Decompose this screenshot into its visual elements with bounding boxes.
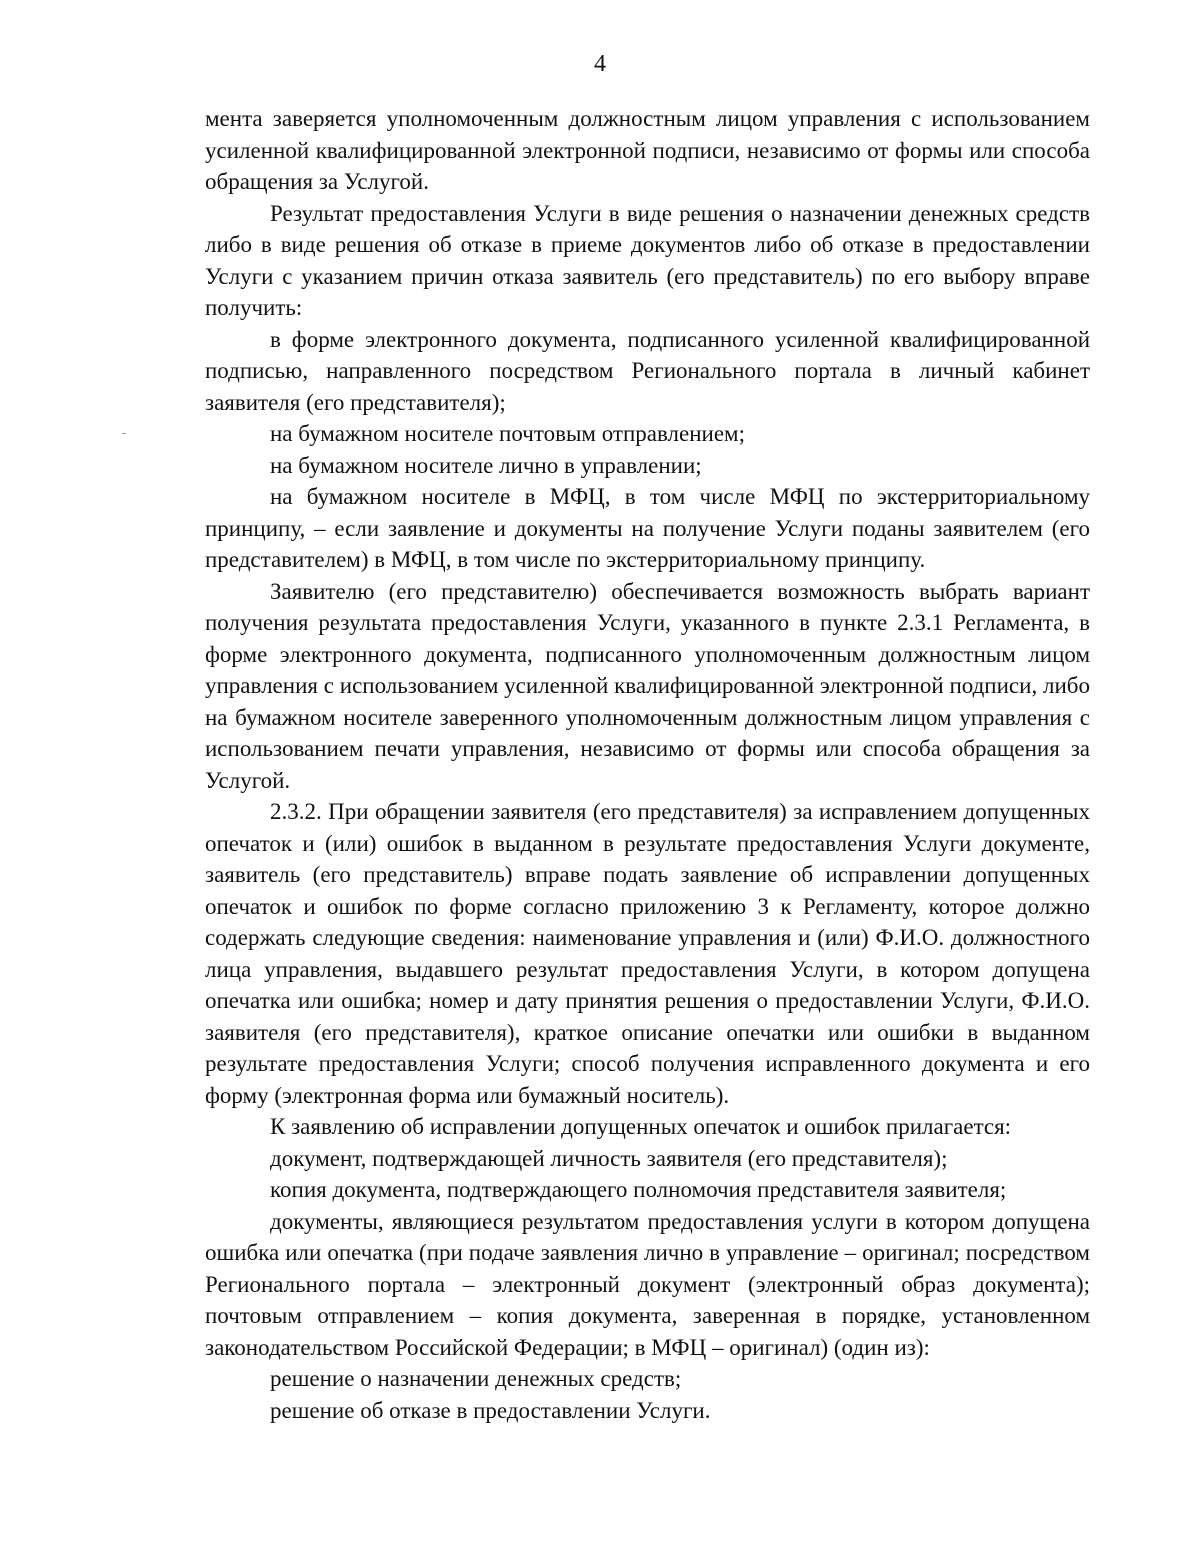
paragraph: документы, являющиеся результатом предоставления услуги в котором допущена ошибка или опечатка (при подаче заявления лично в управление – оригинал; посредством Регионального портала – электронный документ (электронный образ документа); почтовым отправлением – копия документа, заверенная в порядке, установленном законодательством Российской Федерации; в МФЦ – оригинал) (один из): bbox=[205, 1208, 1090, 1360]
paragraph: на бумажном носителе почтовым отправлением; bbox=[270, 421, 745, 446]
paragraph: К заявлению об исправлении допущенных опечаток и ошибок прилагается: bbox=[270, 1114, 1012, 1139]
paragraph: решение о назначении денежных средств; bbox=[270, 1366, 682, 1391]
scan-artifact bbox=[122, 433, 126, 434]
paragraph: документ, подтверждающей личность заявителя (его представителя); bbox=[270, 1145, 948, 1171]
paragraph: решение об отказе в предоставлении Услуги. bbox=[270, 1397, 711, 1423]
paragraph: в форме электронного документа, подписанного усиленной квалифицированной подписью, направленного посредством Регионального портала в личный кабинет заявителя (его представителя); bbox=[205, 326, 1090, 415]
document-body bbox=[205, 103, 1090, 1426]
paragraph: копия документа, подтверждающего полномочия представителя заявителя; bbox=[270, 1177, 1007, 1202]
paragraph: 2.3.2. При обращении заявителя (его представителя) за исправлением допущенных опечаток и (или) ошибок в выданном в результате предоставления Услуги документе, заявитель (его представитель) вправе подать заявление об исправлении допущенных опечаток и ошибок по форме согласно приложению 3 к Регламенту, которое должно содержать следующие сведения: наименование управления и (или) Ф.И.О. должностного лица управления, выдавшего результат предоставления Услуги, в котором допущена опечатка или ошибка; номер и дату принятия решения о предоставлении Услуги, Ф.И.О. заявителя (его представителя), краткое описание опечатки или ошибки в выданном результате предоставления Услуги; способ получения исправленного документа и его форму (электронная форма или бумажный носитель). bbox=[205, 799, 1090, 1108]
paragraph: Заявителю (его представителю) обеспечивается возможность выбрать вариант получения результата предоставления Услуги, указанного в пункте 2.3.1 Регламента, в форме электронного документа, подписанного уполномоченным должностным лицом управления с использованием усиленной квалифицированной электронной подписи, либо на бумажном носителе заверенного уполномоченным должностным лицом управления с использованием печати управления, независимо от формы или способа обращения за Услугой. bbox=[205, 578, 1090, 793]
paragraph: мента заверяется уполномоченным должностным лицом управления с использованием усиленной квалифицированной электронной подписи, независимо от формы или способа обращения за Услугой. bbox=[205, 106, 1090, 194]
paragraph: Результат предоставления Услуги в виде решения о назначении денежных средств либо в виде решения об отказе в приеме документов либо об отказе в предоставлении Услуги с указанием причин отказа заявитель (его представитель) по его выбору вправе получить: bbox=[205, 200, 1090, 320]
paragraph: на бумажном носителе лично в управлении; bbox=[270, 452, 702, 478]
page-number: 4 bbox=[594, 51, 606, 77]
paragraph: на бумажном носителе в МФЦ, в том числе МФЦ по экстерриториальному принципу, – если заявление и документы на получение Услуги поданы заявителем (его представителем) в МФЦ, в том числе по экстерриториальному принципу. bbox=[205, 484, 1090, 572]
